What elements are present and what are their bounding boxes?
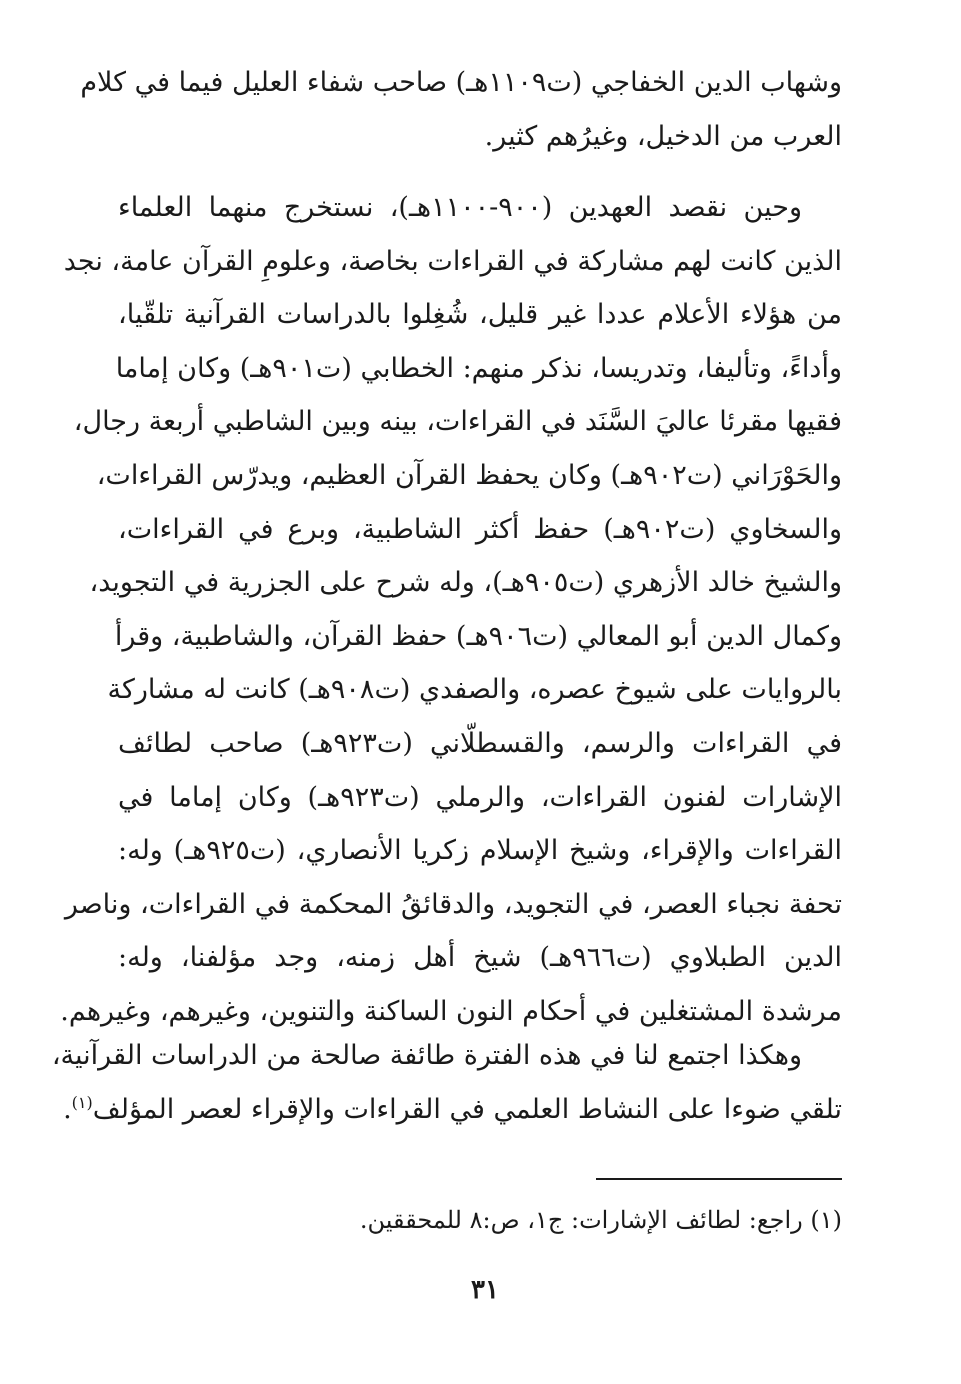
text-line: مرشدة المشتغلين في أحكام النون الساكنة والتنوين، وغيرهم، وغيرهم. — [60, 995, 842, 1027]
text-line: الدين الطبلاوي (ت٩٦٦هـ) شيخ أهل زمنه، وجد مؤلفنا، وله: — [118, 942, 842, 974]
text-line: وأداءً، وتأليفا، وتدريسا، نذكر منهم: الخطابي (ت٩٠١هـ) وكان إماما — [115, 352, 842, 384]
text-line: والشيخ خالد الأزهري (ت٩٠٥هـ)، وله شرح على الجزرية في التجويد، — [89, 567, 842, 599]
text-line-with-footnote — [63, 1083, 842, 1137]
footnote-separator — [596, 1178, 842, 1180]
page-number: ٣١ — [471, 1275, 499, 1305]
text-line: والحَوْرَاني (ت٩٠٢هـ) وكان يحفظ القرآن العظيم، ويدرّس القراءات، — [96, 459, 842, 491]
paragraph-2 — [60, 181, 843, 1039]
text-line: في القراءات والرسم، والقسطلّاني (ت٩٢٣هـ) صاحب لطائف — [118, 727, 842, 759]
sentence-end: . — [63, 1093, 72, 1125]
paragraph-1 — [80, 56, 842, 163]
text-line: وكمال الدين أبو المعالي (ت٩٠٦هـ) حفظ القرآن، والشاطبية، وقرأ — [114, 620, 842, 652]
text-line: وهكذا اجتمع لنا في هذه الفترة طائفة صالحة من الدراسات القرآنية، — [51, 1040, 802, 1071]
text-line: من هؤلاء الأعلام عددا غير قليل، شُغِلوا بالدراسات القرآنية تلقّيا، — [118, 299, 842, 331]
text-line: القراءات والإقراء، وشيخ الإسلام زكريا الأنصاري، (ت٩٢٥هـ) وله: — [118, 835, 843, 867]
text-line: الإشارات لفنون القراءات، والرملي (ت٩٢٣هـ) وكان إماما في — [118, 781, 843, 813]
text-line: وحين نقصد العهدين (٩٠٠-١١٠٠هـ)، نستخرج منهما العلماء — [118, 192, 802, 223]
text-line: والسخاوي (ت٩٠٢هـ) حفظ أكثر الشاطبية، وبرع في القراءات، — [118, 513, 842, 545]
text-line: العرب من الدخيل، وغيرُهم كثير. — [484, 120, 842, 152]
text-line: بالروايات على شيوخ عصره، والصفدي (ت٩٠٨هـ) كانت له مشاركة — [107, 674, 842, 706]
text-line: تحفة نجباء العصر، في التجويد، والدقائقُ المحكمة في القراءات، وناصر — [64, 888, 842, 920]
text-line: وشهاب الدين الخفاجي (ت١١٠٩هـ) صاحب شفاء العليل فيما في كلام — [80, 67, 842, 98]
text-line: الذين كانت لهم مشاركة في القراءات بخاصة، وعلومِ القرآن عامة، نجد — [63, 245, 842, 277]
footnote: (١) راجع: لطائف الإشارات: ج١، ص:٨ للمحققين. — [359, 1206, 842, 1234]
footnote-marker[interactable]: (١) — [71, 1092, 93, 1112]
text-line: فقيها مقرئا عاليَ السَّنَد في القراءات، بينه وبين الشاطبي أربعة رجال، — [73, 406, 842, 438]
paragraph-3 — [51, 1029, 842, 1136]
text-line: تلقي ضوءا على النشاط العلمي في القراءات والإقراء لعصر المؤلف — [92, 1093, 842, 1125]
